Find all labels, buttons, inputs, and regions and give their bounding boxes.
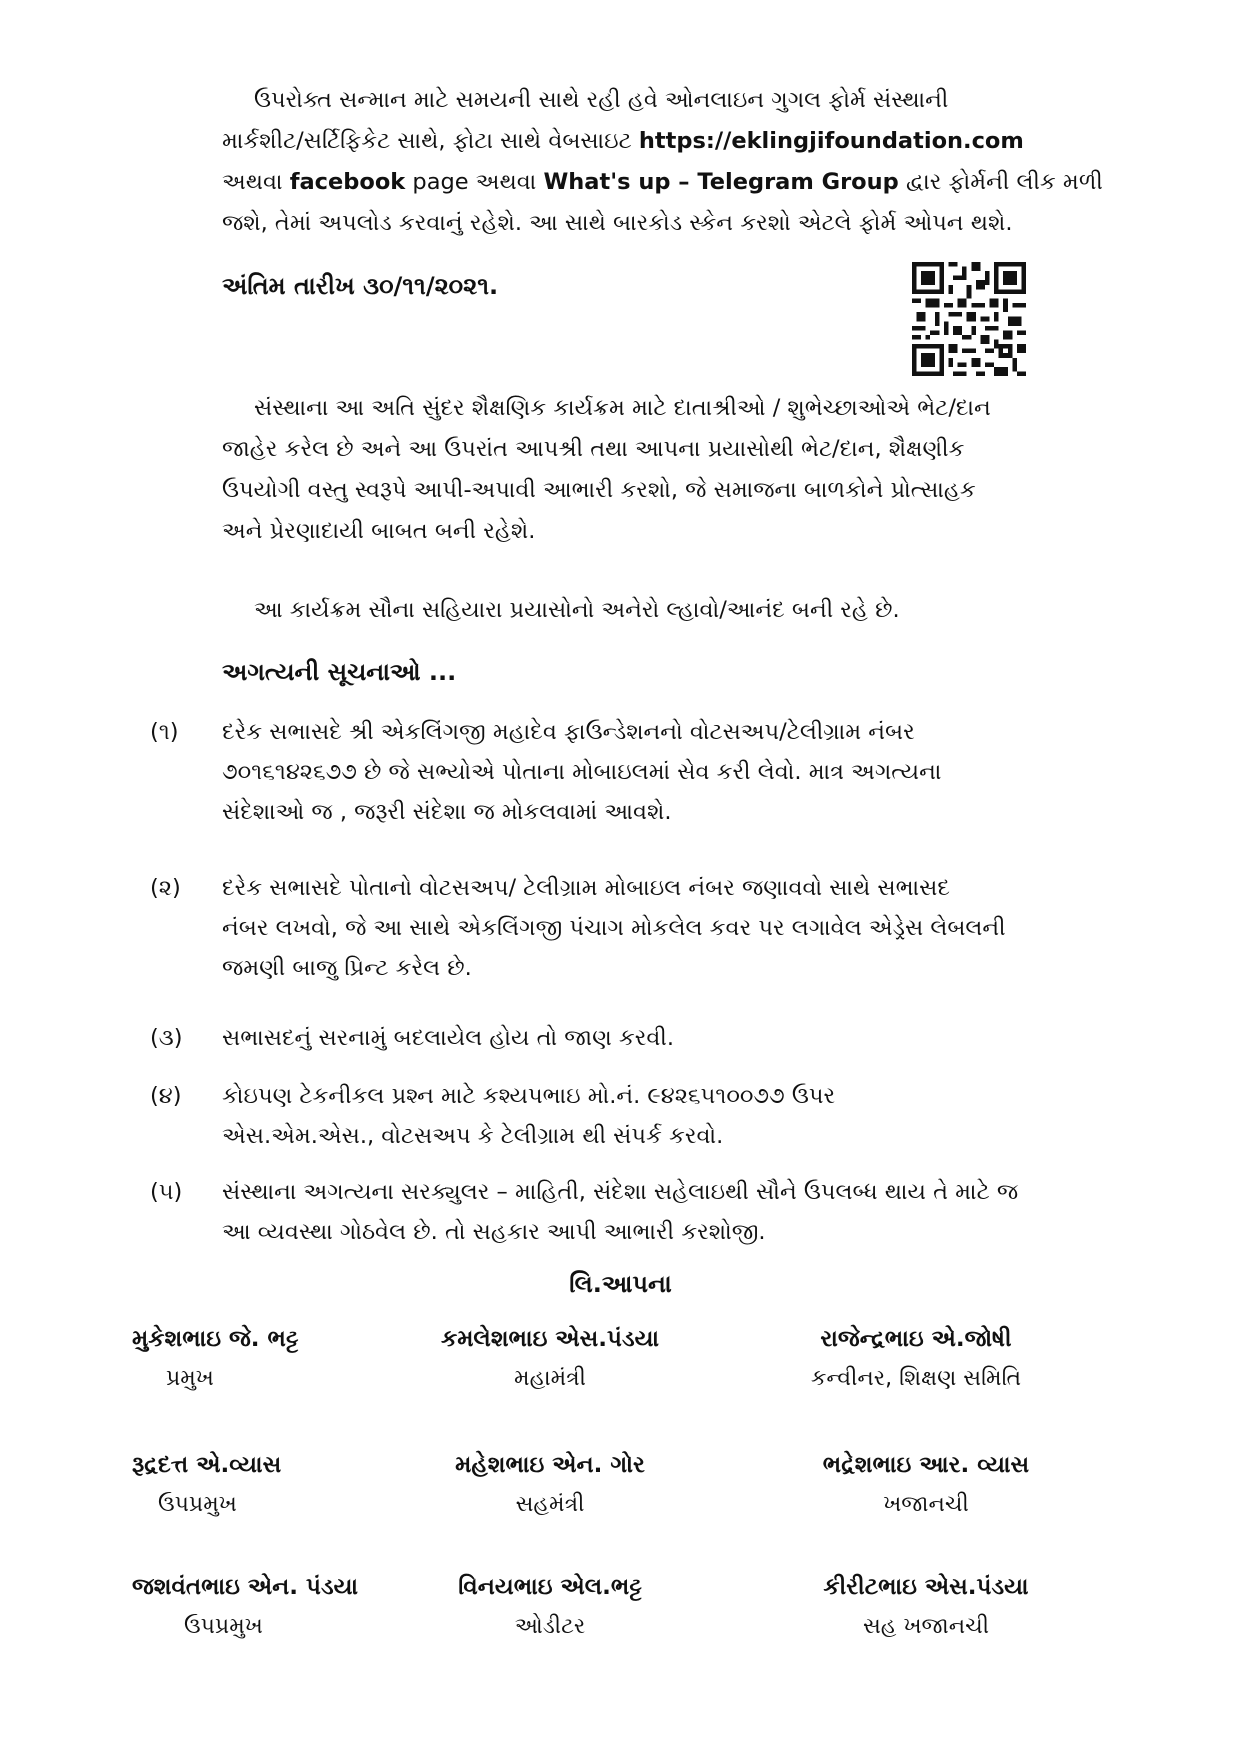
donation-line-1: સંસ્થાના આ અતિ સુંદર શૈક્ષણિક કાર્યક્રમ માટે દાતાશ્રીઓ / શુભેચ્છાઓએ ભેટ/દાન bbox=[254, 395, 991, 421]
donation-line-4: અને પ્રેરણાદાયી બાબત બની રહેશે. bbox=[222, 518, 536, 544]
signatory-2 bbox=[430, 1326, 670, 1391]
effort-text: આ કાર્યક્રમ સૌના સહિયારા પ્રયાસોનો અનેરો લ્હાવો/આનંદ બની રહે છે. bbox=[254, 597, 900, 623]
instruction-number: (૩) bbox=[150, 1025, 183, 1051]
website-link[interactable]: https://eklingjifoundation.com bbox=[638, 128, 1024, 154]
signatory-role: ઓડીટર bbox=[514, 1614, 586, 1639]
intro-line-3: અથવા facebook page અથવા What's up – Telegram Group દ્વાર ફોર્મની લીક મળી bbox=[222, 169, 1103, 195]
instruction-line: નંબર લખવો, જે આ સાથે એકલિંગજી પંચાગ મોકલેલ કવર પર લગાવેલ એડ્રેસ લેબલની bbox=[222, 915, 1006, 941]
whatsapp-telegram-text: What's up – Telegram Group bbox=[543, 169, 899, 195]
intro-paragraph bbox=[222, 80, 1103, 244]
donation-line-2: જાહેર કરેલ છે અને આ ઉપરાંત આપશ્રી તથા આપના પ્રયાસોથી ભેટ/દાન, શૈક્ષણીક bbox=[222, 436, 965, 462]
signatory-6 bbox=[806, 1452, 1046, 1517]
signatory-8 bbox=[430, 1574, 670, 1639]
instruction-line: આ વ્યવસ્થા ગોઠવેલ છે. તો સહકાર આપી આભારી કરશોજી. bbox=[222, 1219, 766, 1245]
intro-line-4: જશે, તેમાં અપલોડ કરવાનું રહેશે. આ સાથે બારકોડ સ્કેન કરશો એટલે ફોર્મ ઓપન થશે. bbox=[222, 210, 1013, 236]
instruction-line: સંસ્થાના અગત્યના સરક્યુલર – માહિતી, સંદેશા સહેલાઇથી સૌને ઉપલબ્ધ થાય તે માટે જ bbox=[222, 1179, 1019, 1205]
signatory-name: કીરીટભાઇ એસ.પંડયા bbox=[823, 1574, 1029, 1600]
instruction-line: દરેક સભાસદે શ્રી એકલિંગજી મહાદેવ ફાઉન્ડેશનનો વોટસઅપ/ટેલીગ્રામ નંબર bbox=[222, 719, 915, 745]
signatory-name: રાજેન્દ્રભાઇ એ.જોષી bbox=[820, 1326, 1012, 1352]
signatory-role: મહામંત્રી bbox=[514, 1366, 586, 1391]
signatory-name: રૂદ્રદત્ત એ.વ્યાસ bbox=[132, 1452, 282, 1478]
effort-paragraph bbox=[222, 590, 1082, 631]
signatory-name: જશવંતભાઇ એન. પંડયા bbox=[132, 1574, 359, 1600]
instruction-line: દરેક સભાસદે પોતાનો વોટસઅપ/ ટેલીગ્રામ મોબાઇલ નંબર જણાવવો સાથે સભાસદ bbox=[222, 875, 950, 901]
donation-paragraph bbox=[222, 388, 1082, 552]
signatory-role: ઉપપ્રમુખ bbox=[158, 1492, 237, 1517]
signatory-name: કમલેશભાઇ એસ.પંડયા bbox=[440, 1326, 660, 1352]
deadline: અંતિમ તારીખ ૩૦/૧૧/૨૦૨૧. bbox=[222, 272, 499, 300]
signatory-5 bbox=[430, 1452, 670, 1517]
closing-text: લિ.આપના bbox=[569, 1270, 672, 1298]
intro-line-2: માર્કશીટ/સર્ટિફિકેટ સાથે, ફોટા સાથે વેબસાઇટ https://eklingjifoundation.com bbox=[222, 128, 1024, 154]
signatory-name: મુકેશભાઇ જે. ભટ્ટ bbox=[132, 1326, 299, 1352]
instruction-line: સંદેશાઓ જ , જરૂરી સંદેશા જ મોકલવામાં આવશે. bbox=[222, 799, 672, 825]
instruction-line: સભાસદનું સરનામું બદલાયેલ હોય તો જાણ કરવી. bbox=[222, 1025, 674, 1051]
instruction-number: (૫) bbox=[150, 1179, 183, 1205]
signatory-9 bbox=[796, 1574, 1056, 1639]
signatory-role: પ્રમુખ bbox=[166, 1366, 214, 1391]
signatory-1 bbox=[132, 1326, 332, 1391]
signatory-name: મહેશભાઇ એન. ગોર bbox=[455, 1452, 645, 1478]
signatory-role: ખજાનચી bbox=[883, 1492, 969, 1517]
signatory-role: કન્વીનર, શિક્ષણ સમિતિ bbox=[810, 1366, 1022, 1391]
instruction-line: કોઇપણ ટેકનીકલ પ્રશ્ન માટે કશ્યપભાઇ મો.નં. ૯૪૨૬૫૧૦૦૭૭ ઉપર bbox=[222, 1083, 836, 1109]
donation-line-3: ઉપયોગી વસ્તુ સ્વરૂપે આપી-અપાવી આભારી કરશો, જે સમાજના બાળકોને પ્રોત્સાહક bbox=[222, 477, 976, 503]
facebook-text: facebook bbox=[289, 169, 406, 195]
instruction-line: ૭૦૧૬૧૪૨૬૭૭ છે જે સભ્યોએ પોતાના મોબાઇલમાં સેવ કરી લેવો. માત્ર અગત્યના bbox=[222, 759, 942, 785]
signatory-7 bbox=[132, 1574, 392, 1639]
instruction-number: (૧) bbox=[150, 719, 179, 745]
instruction-number: (૪) bbox=[150, 1083, 182, 1109]
instruction-number: (૨) bbox=[150, 875, 181, 901]
signatory-name: ભદ્રેશભાઇ આર. વ્યાસ bbox=[822, 1452, 1030, 1478]
instruction-line: જમણી બાજુ પ્રિન્ટ કરેલ છે. bbox=[222, 955, 472, 981]
signatory-role: ઉપપ્રમુખ bbox=[184, 1614, 263, 1639]
intro-line-1: ઉપરોક્ત સન્માન માટે સમયની સાથે રહી હવે ઓનલાઇન ગુગલ ફોર્મ સંસ્થાની bbox=[254, 87, 949, 113]
signatory-3 bbox=[786, 1326, 1046, 1391]
qr-code-icon[interactable] bbox=[912, 262, 1026, 376]
instruction-line: એસ.એમ.એસ., વોટસઅપ કે ટેલીગ્રામ થી સંપર્ક કરવો. bbox=[222, 1123, 724, 1149]
signatory-role: સહમંત્રી bbox=[515, 1492, 585, 1517]
signatory-4 bbox=[132, 1452, 332, 1517]
signatory-role: સહ ખજાનચી bbox=[862, 1614, 989, 1639]
signatory-name: વિનયભાઇ એલ.ભટ્ટ bbox=[458, 1574, 642, 1600]
instructions-heading: અગત્યની સૂચનાઓ ... bbox=[222, 658, 457, 686]
